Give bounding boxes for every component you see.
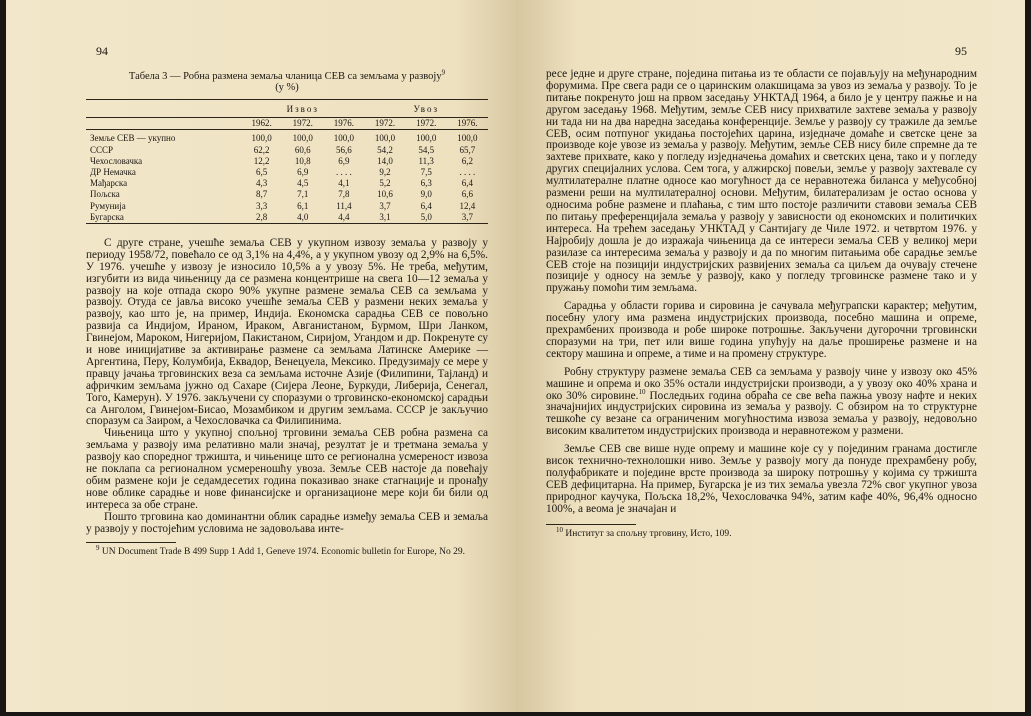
table-cell: 56,6	[336, 144, 352, 155]
table-cell: . . . .	[459, 167, 476, 178]
row-label: Бугарска	[90, 211, 124, 222]
table-cell: 10,6	[377, 189, 393, 200]
table-cell: 9,2	[379, 167, 391, 178]
row-label: Земље СЕВ — укупно	[90, 133, 176, 144]
table-cell: 11,3	[418, 155, 434, 166]
table-cell: 4,1	[338, 178, 350, 189]
table-cell: 12,4	[459, 200, 476, 211]
table-cell: 3,7	[461, 211, 473, 222]
table-cell: 14,0	[377, 155, 393, 166]
year-header: 1962.	[251, 118, 272, 129]
footnote-mark: 10	[556, 525, 563, 534]
footnote-divider	[86, 542, 176, 543]
table-cell: 62,2	[253, 144, 270, 155]
page-number-right: 95	[955, 44, 967, 58]
table-cell: 54,5	[418, 144, 435, 155]
footnote-text: UN Document Trade B 499 Supp 1 Add 1, Geneve 1974. Economic bulletin for Europe, No 29.	[101, 546, 465, 557]
table-cell: 5,0	[420, 211, 432, 222]
row-label: Чехословачка	[90, 155, 143, 166]
table-cell: 7,5	[420, 167, 432, 178]
header-import: Увоз	[413, 104, 440, 115]
row-label: СССР	[90, 144, 114, 155]
table-cell: 4,4	[338, 211, 350, 222]
table-cell: 65,7	[459, 144, 476, 155]
table-cell: 6,2	[461, 155, 473, 166]
row-label: Мађарска	[90, 178, 128, 189]
table-cell: 60,6	[294, 144, 311, 155]
table-corner	[86, 100, 241, 118]
table-cell: 10,8	[294, 155, 311, 166]
book-spread	[6, 0, 1025, 712]
table-cell: 5,2	[379, 178, 391, 189]
right-page	[516, 0, 1025, 712]
table-cell: . . . .	[336, 167, 352, 178]
paragraph: ресе једне и друге стране, поједина питања из те области се појављују на међународним форумима. Пре свега ради се о царинским олакшицама за увоз из земаља у развоју. То је питање покренуто још на првом заседању УНКТАД 1964, а било је у центру пажње и на другом заседању 1968. Међутим, земље СЕВ нису прихватиле захтеве земаља у развоју ни тада ни на два наредна заседања конференције. Земље у развоју су тражиле да земље СЕВ, осим потпуног укидања постојећих царина, изједначе домаће и светске цене за производе које увозе из земаља у развоју. Међутим, земље СЕВ нису биле спремне да те захтеве прихвате, како у погледу изједначења домаћих и светских цена, тако и у погледу других специјалних услова. Сем тога, у алжирској повељи, земље у развоју захтевале су мултилатералне платне односе као могућност да се неравнотежа биланса у међусобној размени реши на мултилатералној основи. Међутим, билатерализам је остао основа у односима робне размене и плаћања, с тим што постоје различити ставови земаља СЕВ по питању преференцијала земаља у развоју у зависности од економских и политичких интереса. На трећем заседању УНКТАД у Сантијагу де Чиле 1972. и четвртом 1976. у Најробију дошла је до изражаја чињеница да се интереси земаља СЕВ у великој мери разилазе са интересима земаља у развоју и да по многим питањима обе сарадње земље СЕВ стоје на позицији индустријских развијених земаља са циљем да очувају стечене позиције у односу на земље у развоју, како у погледу трговинске размене тако и у пружању помоћи тим земљама.	[546, 68, 977, 295]
table-row	[86, 167, 488, 178]
row-label: ДР Немачка	[90, 167, 136, 178]
right-body-text	[546, 69, 977, 516]
table-cell: 3,1	[379, 211, 391, 222]
table-caption-title: Табела 3 — Робна размена земаља чланица СЕВ са земљама у развоју	[128, 71, 442, 82]
year-header-row	[86, 118, 488, 130]
table-cell: 3,7	[379, 200, 391, 211]
left-body-text	[86, 238, 488, 536]
paragraph: Сарадња у области горива и сировина је сачувала међуграпски карактер; међутим, посебну улогу има размена индустријских производа, посебно машина и опреме, прехрамбених производа и робе широке потрошње. Закључени дугорочни трговински споразуми на три, пет или више година упућују на даље проширење размене и на сектору машина и опреме, а тиме и на промену структуре.	[546, 300, 977, 360]
table-caption	[86, 68, 488, 93]
table-caption-unit: (у %)	[275, 82, 299, 93]
year-header: 1972.	[416, 118, 437, 129]
table-cell: 100,0	[374, 133, 396, 144]
page-number-left: 94	[96, 44, 108, 58]
table-row	[86, 189, 488, 200]
footnote-left	[86, 543, 488, 558]
table-caption-footnote-mark: 9	[441, 68, 446, 77]
table-cell: 6,9	[338, 155, 350, 166]
table-row	[86, 145, 488, 156]
table-cell: 100,0	[333, 133, 355, 144]
table-cell: 100,0	[292, 133, 313, 144]
year-header: 1972.	[374, 118, 396, 129]
row-label: Пољска	[90, 189, 120, 200]
table-cell: 7,8	[338, 189, 350, 200]
table-row	[86, 130, 488, 145]
table-row	[86, 178, 488, 189]
table-cell: 12,2	[253, 155, 270, 166]
left-page	[6, 0, 516, 712]
table-cell: 11,4	[336, 200, 352, 211]
paragraph: Робну структуру размене земаља СЕВ са земљама у развоју чине у извозу око 45% машине и опрема и око 35% остали индустријски производи, а у увозу око 40% храна и око 30% сировине.$^{10}$ Последњих година обраћа се све већа пажња увозу нафте и неких значајнијих индустријских сировина из земаља у развоју. С обзиром на то структурне тешкоће су везане са ограниченим могућностима извоза земаља у развоју, недовољно високим квалитетом индустријских производа и неравнотежом у размени.	[546, 365, 978, 438]
table-cell: 100,0	[457, 133, 478, 144]
table-body	[86, 130, 488, 224]
paragraph: Пошто трговина као доминантни облик сарадње између земаља СЕВ и земаља у развоју у постојећим условима не задовољава инте-	[86, 510, 488, 535]
footnote-text: Институт за спољну трговину, Исто, 109.	[565, 528, 732, 539]
table-cell: 6,4	[461, 178, 473, 189]
table-cell: 7,1	[297, 189, 309, 200]
table-cell: 6,9	[297, 167, 309, 178]
table-row	[86, 212, 488, 224]
table-cell: 6,1	[297, 200, 309, 211]
table-cell: 8,7	[256, 189, 268, 200]
table-row	[86, 156, 488, 167]
table-cell: 6,5	[256, 167, 268, 178]
footnote-mark: 10	[638, 387, 646, 396]
table-row	[86, 201, 488, 212]
header-export: Извоз	[286, 104, 319, 115]
table-cell: 9,0	[420, 189, 432, 200]
table-cell: 6,4	[420, 200, 432, 211]
footnote-right	[546, 525, 977, 540]
table-cell: 100,0	[251, 133, 272, 144]
table-cell: 100,0	[416, 133, 437, 144]
table-cell: 3,3	[256, 200, 268, 211]
footnote-divider	[546, 524, 636, 525]
paragraph: Земље СЕВ све више нуде опрему и машине које су у појединим гранама достигле висок технично-технолошки ниво. Земље у развоју могу да понуде прехрамбену робу, полуфабрикате и поједине врсте производа за широку потрошњу у којима су тржишта СЕВ дефицитарна. На пример, Бугарска је из тих земаља увезла 72% свог укупног увоза природног каучука, Пољска 18,2%, Чехословачка 94%, затим кафе 40%, 96,4% односно 100%, а веома је значајан и	[546, 443, 977, 515]
table-cell: 4,0	[297, 211, 309, 222]
footnote-mark: 9	[96, 543, 100, 552]
table-cell: 54,2	[377, 144, 393, 155]
table-cell: 4,3	[256, 178, 268, 189]
table-cell: 4,5	[297, 178, 309, 189]
year-header: 1976.	[333, 118, 355, 129]
year-header: 1972.	[292, 118, 313, 129]
table-cell: 6,3	[420, 178, 432, 189]
table-cell: 2,8	[256, 211, 268, 222]
paragraph: С друге стране, учешће земаља СЕВ у укупном извозу земаља у развоју у периоду 1958/72, повећало се од 3,1% на 4,4%, а у укупном увозу од 2,9% на 6,5%. У 1976. учешће у извозу је износило 10,5% а у увозу 5%. Не треба, међутим, изгубити из вида чињеницу да се размена концентрише на свега 10—12 земаља у развоју на које отпада скоро 90% укупне размене земаља СЕВ са земљама у развоју. Отуда се јавља високо учешће земаља СЕВ у размени неких земаља у развоју, као што је, на пример, Индија. Економска сарадња СЕВ се повољно развија са Индијом, Ираном, Ираком, Авганистаном, Бурмом, Шри Ланком, Гвинејом, Мароком, Нигеријом, Пакистаном, Сиријом, Угандом и др. Покренуте су и нове иницијативе за активирање размене са земљама Латинске Америке — Аргентина, Перу, Колумбија, Еквадор, Венецуела, Мексико. Предузимају се мере у правцу јачања трговинских веза са земљама источне Азије (Филипини, Тајланд) и афричким земљама јужно од Сахаре (Сијера Леоне, Буркуди, Либерија, Сенегал, Того, Камерун). У 1976. закључени су споразуми о трговинско-економској сарадњи са Анголом, Гвинејом-Бисао, Мозамбиком и другим земљама. СССР је закључио споразум са Заиром, а Чехословачка са Филипинима.	[86, 236, 488, 428]
year-header: 1976.	[457, 118, 478, 129]
trade-table	[86, 99, 488, 224]
paragraph: Чињеница што у укупној спољној трговини земаља СЕВ робна размена са земљама у развоју има релативно мали значај, резултат је и третмана земаља у развоју као споредног тржишта, и чињенице што се регионална усмереност извоза не поклапа са регионалном усмереношћу увоза. Земље СЕВ настоје да повећају обим размене који је седамдесетих година показивао знаке стагнације и пронађу нове облике сарадње и нове финансијске и организационе мере који би били од интереса за обе стране.	[86, 427, 488, 511]
row-label: Румунија	[90, 200, 126, 211]
table-cell: 6,6	[461, 189, 473, 200]
